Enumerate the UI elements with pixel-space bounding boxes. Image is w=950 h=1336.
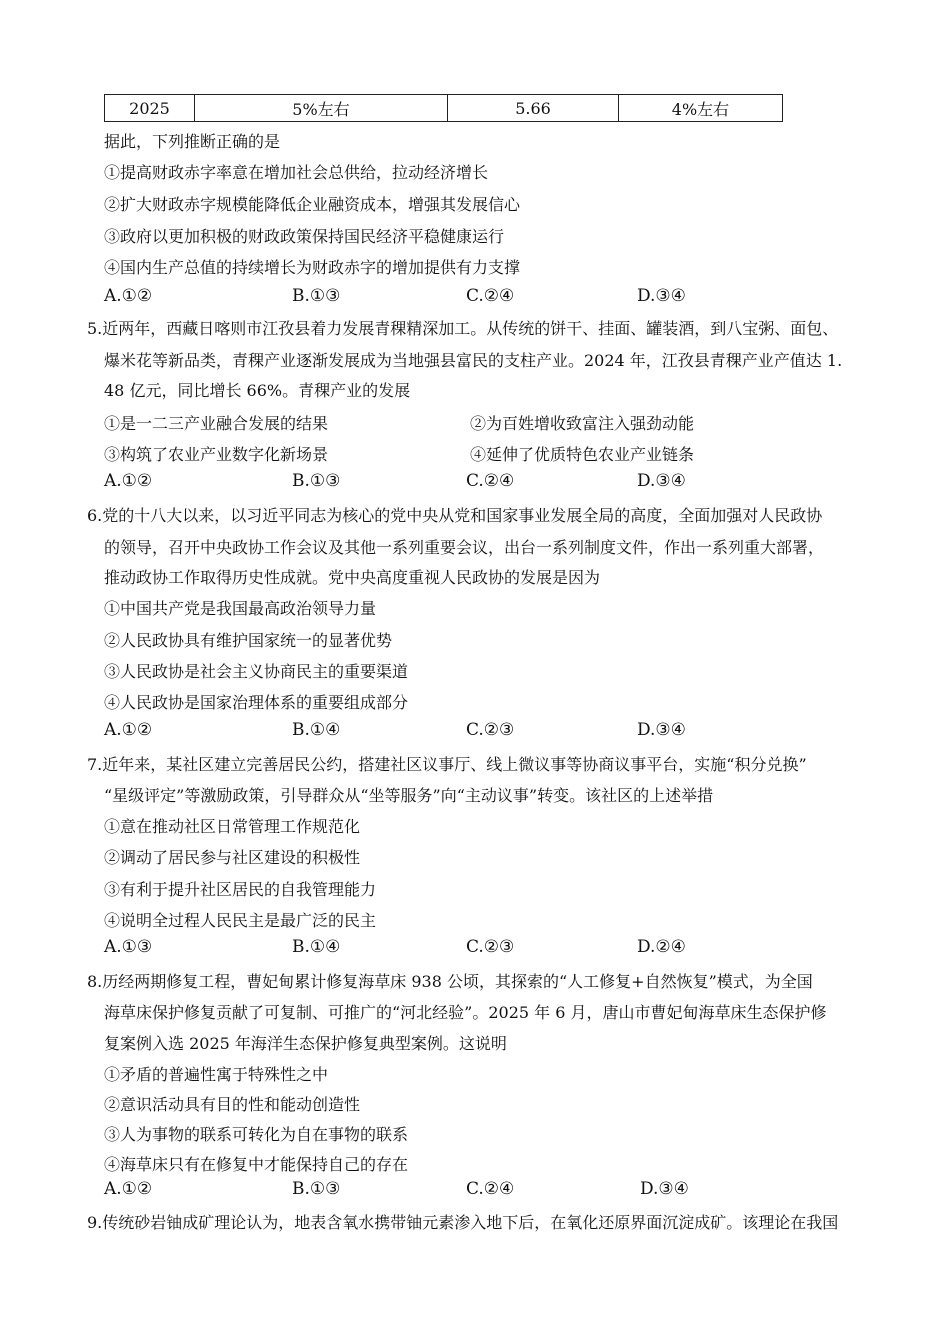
q7-stem-line-1: 7.近年来，某社区建立完善居民公约，搭建社区议事厅、线上微议事等协商议事平台，实施“积分兑换” [87,755,807,774]
q4-option-b: B.①③ [292,286,341,306]
q6-option-d: D.③④ [637,720,686,740]
q4-item-3: ③政府以更加积极的财政政策保持国民经济平稳健康运行 [104,227,505,246]
q8-item-1: ①矛盾的普遍性寓于特殊性之中 [104,1065,329,1084]
q5-item-4: ④延伸了优质特色农业产业链条 [470,445,695,464]
q7-item-3: ③有利于提升社区居民的自我管理能力 [104,880,377,899]
q8-item-3: ③人为事物的联系可转化为自在事物的联系 [104,1125,409,1144]
q8-stem-line-2: 海草床保护修复贡献了可复制、可推广的“河北经验”。2025 年 6 月，唐山市曹妃甸海草床生态保护修 [104,1003,827,1022]
q6-stem-line-1: 6.党的十八大以来，以习近平同志为核心的党中央从党和国家事业发展全局的高度，全面加强对人民政协 [87,506,823,525]
q8-item-2: ②意识活动具有目的性和能动创造性 [104,1095,361,1114]
q5-option-c: C.②④ [466,471,515,491]
q4-item-4: ④国内生产总值的持续增长为财政赤字的增加提供有力支撑 [104,258,521,277]
q6-option-c: C.②③ [466,720,515,740]
q6-stem-line-3: 推动政协工作取得历史性成就。党中央高度重视人民政协的发展是因为 [104,568,601,587]
q8-option-a: A.①② [104,1179,153,1199]
q6-item-1: ①中国共产党是我国最高政治领导力量 [104,599,377,618]
q8-stem-line-1: 8.历经两期修复工程，曹妃甸累计修复海草床 938 公顷，其探索的“人工修复+自然恢复”模式，为全国 [87,972,813,991]
q8-stem-line-3: 复案例入选 2025 年海洋生态保护修复典型案例。这说明 [104,1034,507,1053]
q7-option-a: A.①③ [104,937,153,957]
q7-option-d: D.②④ [637,937,686,957]
q5-item-2: ②为百姓增收致富注入强劲动能 [470,414,695,433]
fiscal-table [104,94,783,122]
q7-item-2: ②调动了居民参与社区建设的积极性 [104,848,361,867]
q4-option-a: A.①② [104,286,153,306]
q8-item-4: ④海草床只有在修复中才能保持自己的存在 [104,1155,409,1174]
q8-option-c: C.②④ [466,1179,515,1199]
q5-option-b: B.①③ [292,471,341,491]
q9-stem-line-1: 9.传统砂岩铀成矿理论认为，地表含氧水携带铀元素渗入地下后，在氧化还原界面沉淀成矿。该理论在我国 [87,1213,839,1232]
q6-item-2: ②人民政协具有维护国家统一的显著优势 [104,631,393,650]
q6-item-3: ③人民政协是社会主义协商民主的重要渠道 [104,662,409,681]
table-row [105,95,783,122]
q4-item-2: ②扩大财政赤字规模能降低企业融资成本，增强其发展信心 [104,195,521,214]
q5-option-a: A.①② [104,471,153,491]
q4-lead: 据此，下列推断正确的是 [104,132,281,151]
q5-stem-line-1: 5.近两年，西藏日喀则市江孜县着力发展青稞精深加工。从传统的饼干、挂面、罐装酒，到八宝粥、面包、 [87,319,839,338]
q8-option-d: D.③④ [640,1179,689,1199]
q6-stem-line-2: 的领导，召开中央政协工作会议及其他一系列重要会议，出台一系列制度文件，作出一系列重大部署， [104,538,825,557]
q4-option-d: D.③④ [637,286,686,306]
q6-item-4: ④人民政协是国家治理体系的重要组成部分 [104,693,409,712]
q5-stem-line-3: 48 亿元，同比增长 66%。青稞产业的发展 [104,381,411,400]
q4-item-1: ①提高财政赤字率意在增加社会总供给，拉动经济增长 [104,163,489,182]
q6-option-b: B.①④ [292,720,341,740]
q5-stem-line-2: 爆米花等新品类，青稞产业逐渐发展成为当地强县富民的支柱产业。2024 年，江孜县青稞产业产值达 1. [104,351,843,370]
q7-item-4: ④说明全过程人民民主是最广泛的民主 [104,911,377,930]
q6-option-a: A.①② [104,720,153,740]
q5-option-d: D.③④ [637,471,686,491]
q5-item-3: ③构筑了农业产业数字化新场景 [104,445,329,464]
q4-option-c: C.②④ [466,286,515,306]
table-cell-value: 5.66 [448,95,619,122]
table-cell-growth: 4%左右 [619,95,783,122]
table-cell-year: 2025 [105,95,195,122]
q8-option-b: B.①③ [292,1179,341,1199]
q7-stem-line-2: “星级评定”等激励政策，引导群众从“坐等服务”向“主动议事”转变。该社区的上述举措 [104,786,714,805]
q7-item-1: ①意在推动社区日常管理工作规范化 [104,817,361,836]
q7-option-c: C.②③ [466,937,515,957]
q5-item-1: ①是一二三产业融合发展的结果 [104,414,329,433]
table-cell-deficit: 5%左右 [195,95,448,122]
q7-option-b: B.①④ [292,937,341,957]
